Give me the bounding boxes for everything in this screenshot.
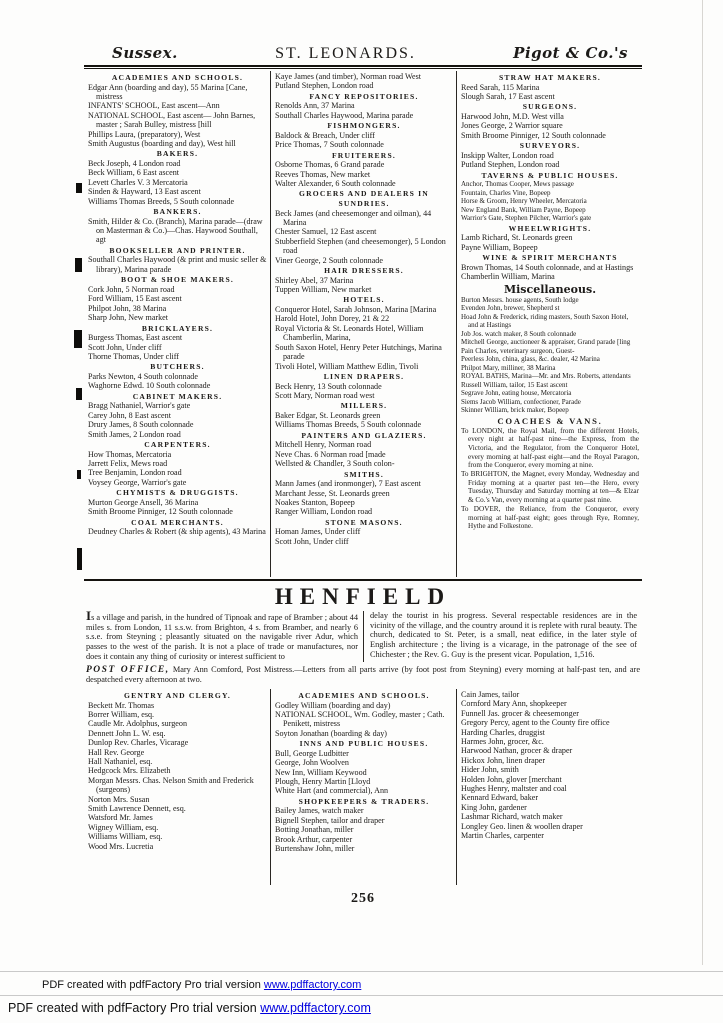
scan-artifact [76,388,82,400]
directory-entry: Dunlop Rev. Charles, Vicarage [88,738,189,748]
directory-entry: Mitchell George, auctioneer & appraiser, Grand parade [ling [461,338,631,347]
directory-entry: Cornford Mary Ann, shopkeeper [461,699,567,709]
directory-entry: Southall Charles Haywood, Marina parade [275,110,414,120]
post-office-text: Mary Ann Comford, Post Mistress.—Letters from all parts arrive (by foot post from Steyning) every morning at half-past ten, and are despatched every afternoon at two. [86,664,640,685]
section-heading: Miscellaneous. [503,282,597,296]
directory-entry: Putland Stephen, London road [275,81,374,91]
directory-entry: Hedgcock Mrs. Elizabeth [88,766,171,776]
section-heading: CARPENTERS. [144,439,211,449]
directory-entry: Warrior's Gate, Stephen Pilcher, Warrior's gate [461,214,592,223]
directory-entry: Williams Thomas Breeds, 5 South colonnade [88,196,235,206]
directory-entry: Beck Joseph, 4 London road [88,159,181,169]
henfield-title: HENFIELD [274,584,452,609]
directory-entry: King John, gardener [461,802,527,812]
footer-note [8,1001,371,1015]
section-heading: HOTELS. [343,295,385,305]
directory-entry: Dennett John L. W. esq. [88,728,166,738]
directory-entry: Parks Newton, 4 South colonnade [88,371,198,381]
directory-entry: Chamberlin William, Marina [461,272,555,282]
directory-entry: Stubberfield Stephen (and cheesemonger), 5 London road [275,236,446,256]
directory-entry: Ranger William, London road [275,507,373,517]
section-heading: STONE MASONS. [325,517,403,527]
henfield-description-right [363,611,642,662]
directory-entry: Gregory Percy, agent to the County fire office [461,718,610,728]
directory-entry: Lamb Richard, St. Leonards green [461,233,573,243]
post-office-paragraph [84,662,642,685]
directory-entry: Russell William, tailor, 15 East ascent [461,380,568,389]
pdffactory-link[interactable]: www.pdffactory.com [260,1001,371,1015]
post-office-label: POST OFFICE, [86,664,170,675]
section-divider-rule [84,579,642,581]
directory-entry: Smith Lawrence Dennett, esq. [88,803,186,813]
directory-entry: Pain Charles, veterinary surgeon, Guest- [461,346,575,355]
directory-entry: Fountain, Charles Vine, Bopeep [461,188,551,197]
directory-entry: Slough Sarah, 17 East ascent [461,92,555,101]
directory-entry: Neve Chas. 6 Norman road [made [275,449,386,459]
scan-artifact [77,470,81,479]
directory-entry: Borrer William, esq. [88,709,155,719]
directory-entry: Brown Thomas, 14 South colonnade, and at Hastings [461,262,634,272]
directory-entry: Job Jos. watch maker, 8 South colonnade [461,329,577,338]
directory-entry: Williams William, esq. [88,832,163,842]
directory-entry: Burgess Thomas, East ascent [88,333,183,343]
section-heading: BAKERS. [156,149,199,159]
directory-entry: Peerless John, china, glass, &c. dealer, 42 Marina [461,355,600,364]
directory-entry: Sharp John, New market [88,313,169,323]
directory-entry: Cain James, tailor [461,689,520,699]
directory-entry: Horse & Groom, Henry Wheeler, Mercatoria [461,197,587,206]
directory-entry: Wood Mrs. Lucretia [88,841,154,851]
directory-entry: Kennard Edward, baker [461,793,539,803]
directory-entry: Deudney Charles & Robert (& ship agents), 43 Marina [88,527,266,537]
directory-entry: Marchant Jesse, St. Leonards green [275,488,390,498]
directory-entry: Hider John, smith [461,765,519,775]
directory-entry: New England Bank, William Payne, Bopeep [461,205,586,214]
section-heading: CABINET MAKERS. [132,391,223,401]
directory-entry: Bragg Nathaniel, Warrior's gate [88,401,191,411]
section-heading: BOOT & SHOE MAKERS. [121,275,234,285]
section-heading: SURGEONS. [522,102,578,112]
directory-entry: Smith James, 2 London road [88,429,181,439]
directory-entry: Siems Jacob William, confectioner, Parade [461,397,581,406]
section-heading: GENTRY AND CLERGY. [123,690,232,700]
section-heading: SURVEYORS. [519,141,581,151]
henfield-column-2 [270,689,456,885]
directory-entry: Lashmar Richard, watch maker [461,812,563,822]
directory-entry: Philpot Mary, milliner, 38 Marina [461,363,556,372]
directory-column-1 [84,71,270,577]
directory-entry: Funnell Jas. grocer & cheesemonger [461,708,579,718]
section-heading: GROCERS AND DEALERS IN SUNDRIES. [299,189,429,209]
directory-entry: Beckett Mr. Thomas [88,700,155,710]
directory-entry: To BRIGHTON, the Magnet, every Monday, Wednesday and Friday morning at a quarter past ten—the Hero, every Tuesday, Thursday and Saturday morning at ten—& Elzar & Co.'s Van, every morning at a quarter past nine. [461,470,639,505]
directory-entry: Hickox John, linen draper [461,755,546,765]
page-header [84,44,642,65]
directory-entry: Mitchell Henry, Norman road [275,440,372,450]
page-title: ST. LEONARDS. [275,45,416,62]
henfield-description-left [84,608,363,662]
directory-entry: Botting Jonathan, miller [275,825,354,835]
directory-entry: Hall Nathaniel, esq. [88,756,153,766]
directory-column-3 [456,71,642,577]
directory-entry: Hall Rev. George [88,747,145,757]
directory-entry: Homan James, Under cliff [275,527,361,537]
directory-entry: Beck Henry, 13 South colonnade [275,381,382,391]
directory-entry: Harding Charles, druggist [461,727,545,737]
directory-entry: Osborne Thomas, 6 Grand parade [275,160,385,170]
directory-entry: Beck James (and cheesemonger and oilman), 44 Marina [275,208,432,228]
directory-entry: Voysey George, Warrior's gate [88,477,187,487]
footer-text: PDF created with pdfFactory Pro trial version [8,1001,261,1015]
directory-entry: Drury James, 8 South colonnade [88,420,194,430]
directory-entry: Noakes Stanton, Bopeep [275,497,355,507]
section-heading: TAVERNS & PUBLIC HOUSES. [481,170,619,180]
directory-entry: Burtenshaw John, miller [275,843,355,853]
section-heading: SHOPKEEPERS & TRADERS. [298,796,430,806]
scan-artifact [77,548,82,570]
directory-entry: INFANTS' SCHOOL, East ascent—Ann [88,101,220,111]
directory-entry: Edgar Ann (boarding and day), 55 Marina [Cane, mistress [88,82,248,101]
directory-entry: Philpot John, 38 Marina [88,303,167,313]
directory-entry: ROYAL BATHS, Marina—Mr. and Mrs. Roberts, attendants [461,372,631,381]
directory-entry: NATIONAL SCHOOL, East ascent— John Barnes, master ; Sarah Bulley, mistress [hill [88,110,256,130]
footer-note [42,979,361,991]
directory-entry: Harold Hotel, John Dorey, 21 & 22 [275,314,390,324]
directory-entry: Scott Mary, Norman road west [275,390,375,400]
directory-entry: Shirley Abel, 37 Marina [275,275,354,285]
directory-entry: Reeves Thomas, New market [275,169,371,179]
section-heading: FRUITERERS. [331,150,397,160]
henfield-column-1 [84,689,270,885]
directory-entry: Tuppen William, New market [275,285,372,295]
directory-entry: Plough, Henry Martin [Lloyd [275,776,371,786]
directory-entry: To DOVER, the Reliance, from the Conqueror, every morning at half-past eight; goes through Rye, Romney, Hythe and Folkestone. [461,504,639,531]
directory-entry: Thorne Thomas, Under cliff [88,351,179,361]
page-number: 256 [351,890,375,906]
scan-artifact [76,183,82,193]
henfield-description [84,608,642,662]
directory-entry: Smith Broome Pinniger, 12 South colonnade [88,507,233,517]
directory-entry: Ford William, 15 East ascent [88,294,182,304]
directory-entry: Skinner William, brick maker, Bopeep [461,406,569,415]
section-heading: PAINTERS AND GLAZIERS. [301,430,427,440]
section-heading: COAL MERCHANTS. [131,517,224,527]
description-text-right: delay the tourist in his progress. Several respectable residences are in the vicinity of the village, and the country around it is replete with rural beauty. The church, dedicated to St. Peter, is a small, neat edifice, in the later style of English architecture ; the living is a vicarage, in the patronage of the see of Chichester ; the Rev. G. Guy is the present vicar. Population, 1,516. [370,611,637,659]
directory-entry: Smith Broome Pinniger, 12 South colonnade [461,130,606,140]
directory-entry: Price Thomas, 7 South colonnade [275,140,384,150]
directory-entry: To LONDON, the Royal Mail, from the different Hotels, every night at half-past nine—the Express, from the Victoria, and the Regulator, from the Conqueror Hotel, every morning at half-past eight—and the Royal Paragon, from the Conqueror, every morning at nine. [461,426,639,470]
directory-entry: Cork John, 5 Norman road [88,284,175,294]
directory-columns [84,71,642,577]
directory-entry: Holden John, glover [merchant [461,774,562,784]
section-heading: HAIR DRESSERS. [324,266,404,276]
directory-entry: Harwood John, M.D. West villa [461,112,564,121]
directory-entry: Phillips Laura, (preparatory), West [88,129,201,139]
directory-entry: Sinden & Hayward, 13 East ascent [88,187,201,197]
directory-entry: Levett Charles V. 3 Mercatoria [88,177,188,187]
section-heading: LINEN DRAPERS. [323,371,405,381]
scan-artifact [75,258,82,272]
directory-entry: Norton Mrs. Susan [88,794,150,804]
directory-entry: Murton George Ansell, 36 Marina [88,497,199,507]
directory-column-2 [270,71,456,577]
directory-entry: Caudle Mr. Adolphus, surgeon [88,719,187,729]
directory-entry: Waghorne Edwd. 10 South colonnade [88,381,211,391]
directory-entry: Viner George, 2 South colonnade [275,255,383,265]
directory-entry: Soyton Jonathan (boarding & day) [275,728,387,738]
directory-entry: Baldock & Breach, Under cliff [275,130,375,140]
directory-entry: Hughes Henry, maltster and coal [461,783,567,793]
directory-entry: Burton Messrs. house agents, South lodge [461,295,579,304]
section-heading: BOOKSELLER AND PRINTER. [109,245,246,255]
directory-entry: Kaye James (and timber), Norman road West [275,72,421,81]
directory-entry: Jones George, 2 Warrior square [461,121,563,131]
directory-entry: Conqueror Hotel, Sarah Johnson, Marina [Marina [275,305,437,315]
section-heading: BRICKLAYERS. [141,323,214,333]
directory-entry: How Thomas, Mercatoria [88,449,172,459]
directory-entry: Payne William, Bopeep [461,242,538,252]
page-edge-line [702,0,703,965]
directory-entry: Williams Thomas Breeds, 5 South colonnade [275,420,422,430]
directory-entry: Bignell Stephen, tailor and draper [275,815,385,825]
directory-entry: Segrave John, eating house, Mercatoria [461,389,572,398]
directory-entry: Putland Stephen, London road [461,160,560,170]
section-heading: ACADEMIES AND SCHOOLS. [111,73,244,82]
section-heading: WINE & SPIRIT MERCHANTS [482,253,618,263]
directory-entry: Reed Sarah, 115 Marina [461,82,540,92]
section-heading: SMITHS. [344,469,384,479]
section-heading: CHYMISTS & DRUGGISTS. [116,488,239,498]
directory-entry: Beck William, 6 East ascent [88,168,180,178]
directory-entry: Harmes John, grocer, &c. [461,736,544,746]
directory-entry: Smith, Hilder & Co. (Branch), Marina parade—(draw on Masterman & Co.)—Chas. Haywood Southall, agt [88,216,263,245]
henfield-column-3 [456,689,642,885]
directory-entry: Wellsted & Chandler, 3 South colon- [275,459,395,469]
directory-entry: Baker Edgar, St. Leonards green [275,410,381,420]
section-heading: BUTCHERS. [150,362,205,372]
section-heading: ACADEMIES AND SCHOOLS. [298,690,430,700]
directory-entry: Watsford Mr. James [88,813,153,823]
directory-entry: NATIONAL SCHOOL, Wm. Godley, master ; Cath. Penikett, mistress [275,709,445,729]
directory-entry: Carey John, 8 East ascent [88,410,171,420]
directory-entry: Scott John, Under cliff [88,342,162,352]
directory-entry: Martin Charles, carpenter [461,831,544,841]
section-heading: FANCY REPOSITORIES. [309,91,419,101]
directory-entry: Royal Victoria & St. Leonards Hotel, William Chamberlin, Marina, [275,323,424,343]
pdffactory-link[interactable]: www.pdffactory.com [263,979,362,991]
directory-entry: Scott John, Under cliff [275,536,349,546]
section-heading: BANKERS. [153,207,202,217]
directory-entry: Walter Alexander, 6 South colonnade [275,179,396,189]
directory-entry: Anchor, Thomas Cooper, Mews passage [461,180,574,189]
directory-entry: Brook Arthur, carpenter [275,834,353,844]
directory-entry: Chester Samuel, 12 East ascent [275,227,377,237]
directory-entry: White Hart (and commercial), Ann [275,786,389,796]
directory-entry: Inskipp Walter, London road [461,150,554,160]
footer-divider [0,971,723,972]
directory-entry: Southall Charles Haywood (& print and music seller & library), Marina parade [88,255,267,274]
directory-entry: Tivoli Hotel, William Matthew Edlin, Tivoli [275,361,419,371]
directory-entry: George, John Woolven [275,758,349,768]
section-heading: STRAW HAT MAKERS. [498,73,602,82]
directory-entry: Renolds Ann, 37 Marina [275,101,355,111]
directory-entry: New Inn, William Keywood [275,767,367,777]
directory-entry: Longley Geo. linen & woollen draper [461,821,583,831]
directory-entry: Smith Augustus (boarding and day), West hill [88,139,236,149]
section-heading: FISHMONGERS. [327,121,401,131]
directory-entry: Mann James (and ironmonger), 7 East ascent [275,479,421,489]
section-heading: INNS AND PUBLIC HOUSES. [299,739,429,749]
directory-entry: Bailey James, watch maker [275,806,364,816]
drop-cap: I [86,608,92,623]
header-rule [84,65,642,69]
directory-entry: Morgan Messrs. Chas. Nelson Smith and Frederick (surgeons) [88,775,254,795]
directory-entry: Wigney William, esq. [88,822,159,832]
description-text-left: s a village and parish, in the hundred of Tipnoak and rape of Bramber ; about 44 miles s. from London, 11 s.s.w. from Brighton, 4 s. from Bramber, and nearly 6 s.s.e. from Steyning ; pleasantly situated on the navigable river Adur, which passes to the west of the parish. It is not a place of trade or manufactures, nor does it contain any thing of curiosity or interest sufficient to [86,613,358,661]
footer-divider [0,995,723,996]
directory-entry: Harwood Nathan, grocer & draper [461,746,573,756]
directory-entry: Bull, George Ludbitter [275,748,349,758]
publisher-title: Pigot & Co.'s [513,44,628,62]
henfield-columns [84,689,642,885]
directory-entry: Hoad John & Frederick, riding masters, South Saxon Hotel, and at Hastings [461,312,629,330]
scan-artifact [74,330,82,348]
section-heading: COACHES & VANS. [497,415,603,426]
directory-entry: Evenden John, brewer, Shepherd st [461,304,560,313]
section-heading: MILLERS. [340,401,388,411]
footer-text: PDF created with pdfFactory Pro trial version [42,979,264,991]
directory-entry: Jarrett Felix, Mews road [88,458,168,468]
directory-entry: Godley William (boarding and day) [275,700,391,710]
county-title: Sussex. [112,44,178,62]
directory-entry: South Saxon Hotel, Henry Peter Hutchings, Marina parade [275,342,442,362]
directory-entry: Tree Benjamin, London road [88,468,182,478]
section-heading: WHEELWRIGHTS. [508,223,592,233]
